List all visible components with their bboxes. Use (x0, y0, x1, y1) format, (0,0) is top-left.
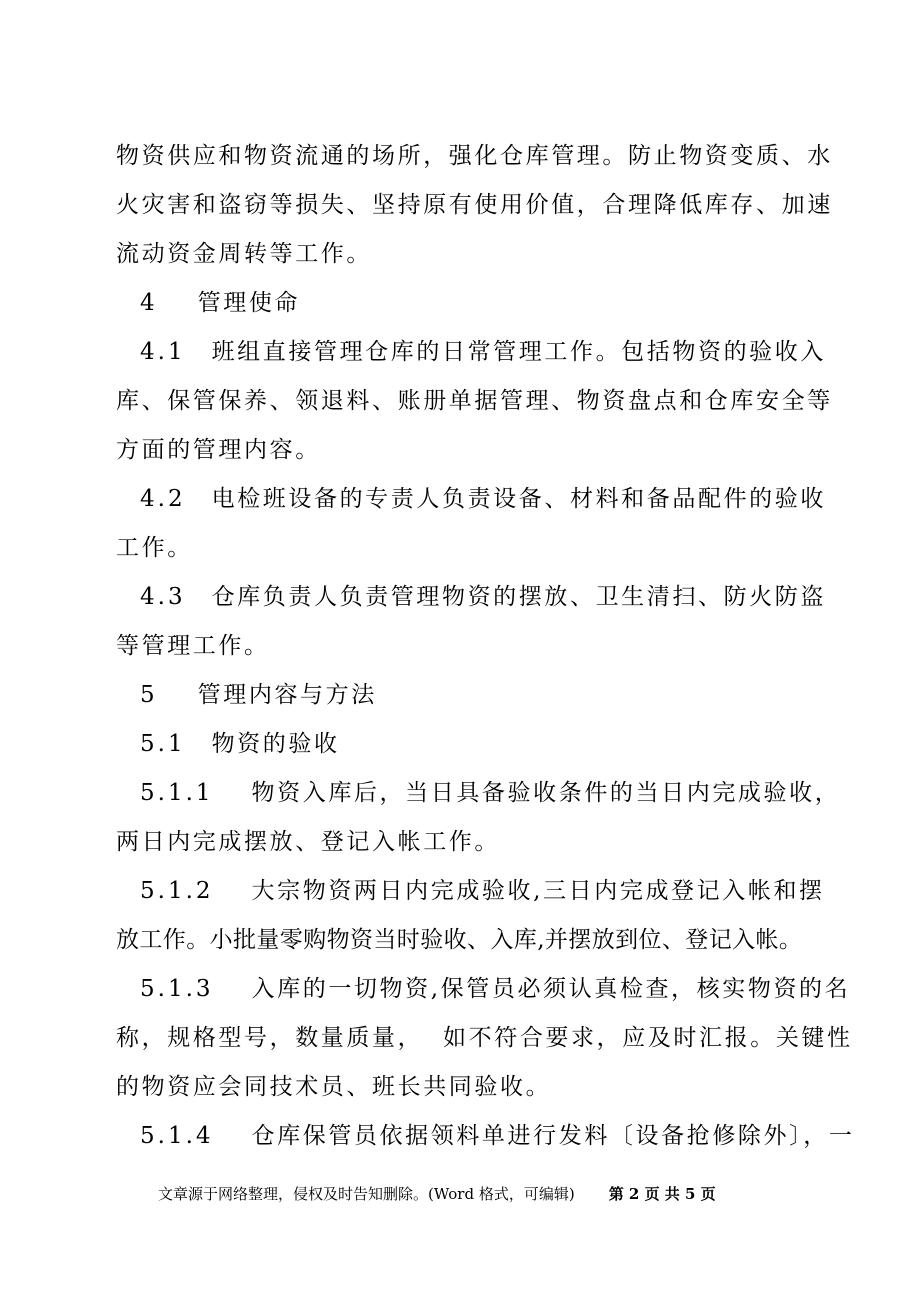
clause-text: 大宗物资两日内完成验收,三日内完成登记入帐和摆 (251, 878, 825, 904)
subsection-title: 物资的验收 (211, 731, 340, 757)
clause-line (116, 475, 826, 524)
section-heading (116, 671, 810, 720)
clause-text: 电检班设备的专责人负责设备、材料和备品配件的验收 (211, 486, 826, 512)
clause-line (116, 328, 826, 377)
clause-line (116, 867, 825, 916)
clause-number: 4.3 (140, 584, 186, 610)
clause-line (116, 573, 826, 622)
section-number: 4 (140, 290, 158, 316)
text-line: 流动资金周转等工作。 (116, 241, 372, 267)
section-title: 管理内容与方法 (197, 682, 377, 708)
clause-text: 仓库负责人负责管理物资的摆放、卫生清扫、防火防盗 (211, 584, 826, 610)
clause-number: 4.1 (140, 339, 186, 365)
clause-number: 5.1.4 (140, 1123, 214, 1149)
clause-number: 5.1 (140, 731, 186, 757)
section-heading (116, 279, 810, 328)
clause-text: 物资入库后，当日具备验收条件的当日内完成验收， (251, 780, 841, 806)
clause-text: 班组直接管理仓库的日常管理工作。包括物资的验收入 (211, 339, 826, 365)
text-line: 方面的管理内容。 (116, 437, 321, 463)
subsection-heading (116, 720, 810, 769)
text-line: 工作。 (116, 535, 193, 561)
text-line: 等管理工作。 (116, 633, 270, 659)
clause-line (116, 1112, 855, 1161)
clause-line (116, 965, 851, 1014)
section-title: 管理使命 (197, 290, 301, 316)
text-line: 两日内完成摆放、登记入帐工作。 (116, 829, 500, 855)
page-number: 第 2 页 共 5 页 (608, 1185, 716, 1203)
footer-note: 文章源于网络整理，侵权及时告知删除。(Word 格式，可编辑) (158, 1185, 575, 1203)
clause-number: 4.2 (140, 486, 186, 512)
text-line: 称，规格型号，数量质量， 如不符合要求，应及时汇报。关键性 (116, 1025, 853, 1051)
clause-line (116, 769, 841, 818)
text-line: 放工作。小批量零购物资当时验收、入库,并摆放到位、登记入帐。 (116, 927, 803, 953)
document-body (116, 132, 855, 1161)
clause-text: 入库的一切物资,保管员必须认真检查，核实物资的名 (251, 976, 851, 1002)
clause-number: 5.1.3 (140, 976, 214, 1002)
clause-text: 仓库保管员依据领料单进行发料〔设备抢修除外〕，一 (251, 1123, 855, 1149)
clause-number: 5.1.1 (140, 780, 214, 806)
text-line: 物资供应和物资流通的场所，强化仓库管理。防止物资变质、水 (116, 143, 833, 169)
section-number: 5 (140, 682, 158, 708)
text-line: 的物资应会同技术员、班长共同验收。 (116, 1074, 552, 1100)
page-footer (158, 1184, 716, 1204)
clause-number: 5.1.2 (140, 878, 214, 904)
text-line: 库、保管保养、领退料、账册单据管理、物资盘点和仓库安全等 (116, 388, 833, 414)
text-line: 火灾害和盗窃等损失、坚持原有使用价值，合理降低库存、加速 (116, 192, 833, 218)
